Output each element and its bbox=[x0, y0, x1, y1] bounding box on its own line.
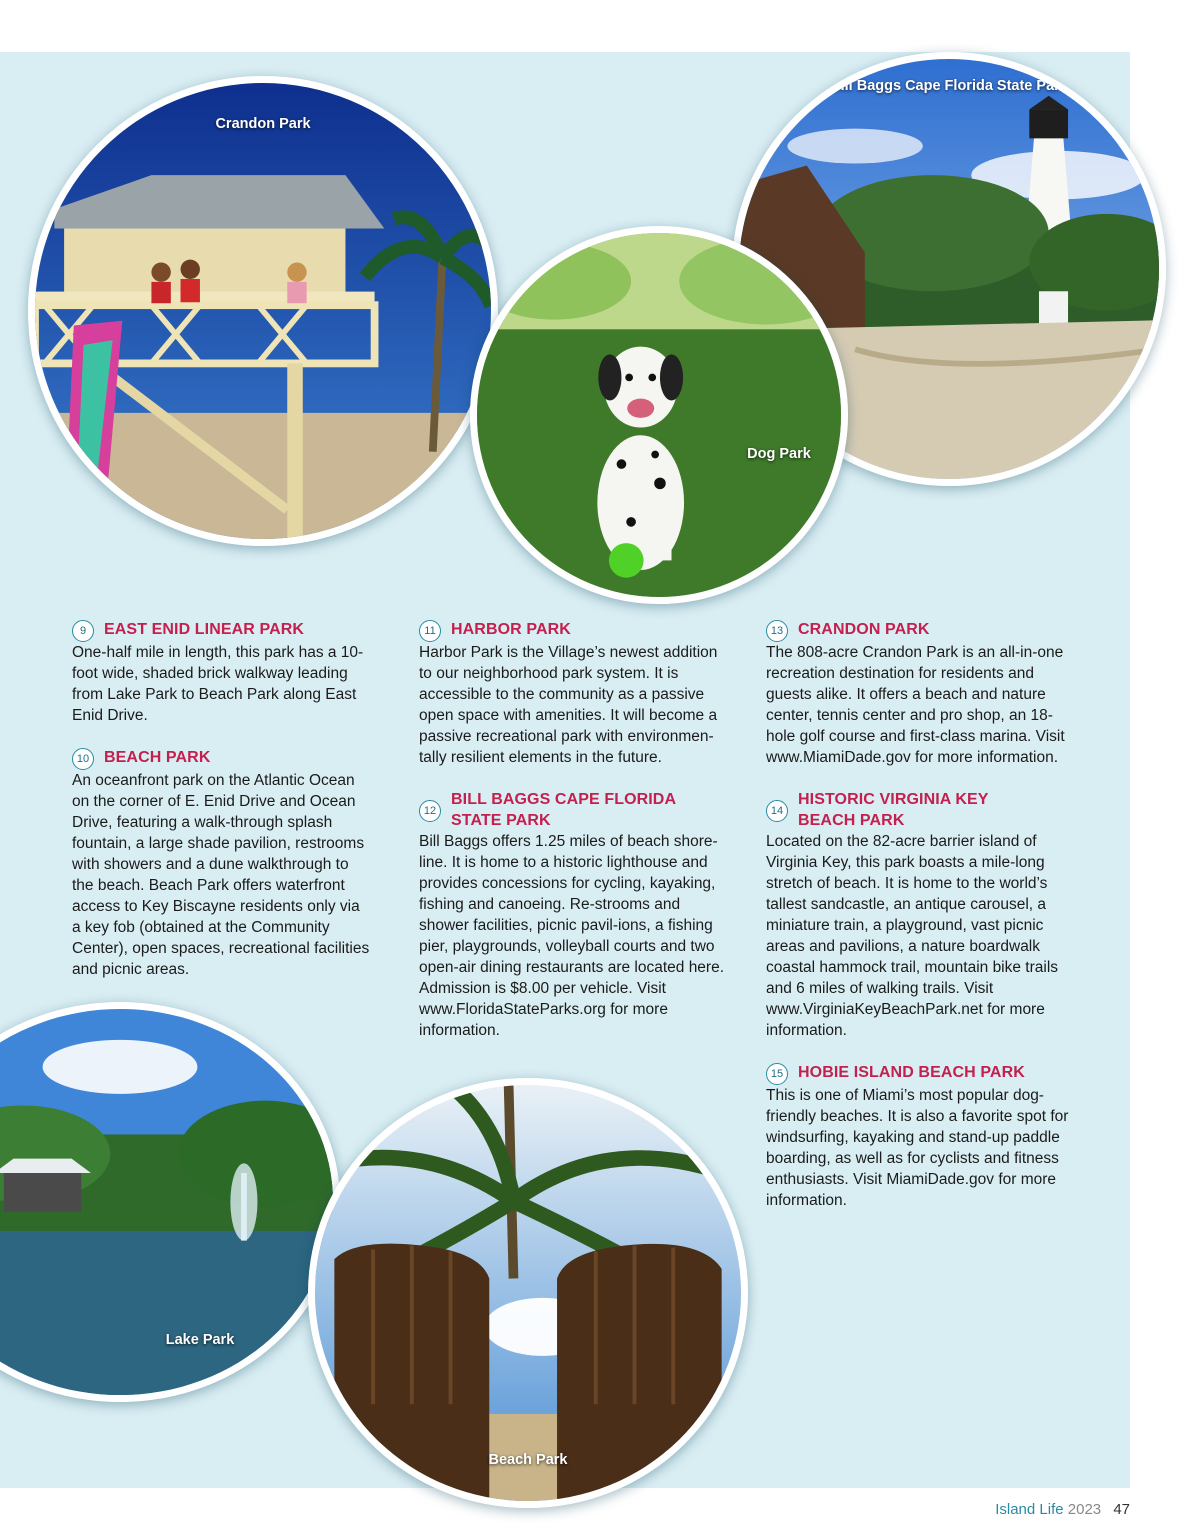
lifeguard-tower-illustration bbox=[35, 83, 491, 539]
park-entry bbox=[766, 1063, 1081, 1211]
photo-crandon-park bbox=[28, 76, 498, 546]
entry-title: BEACH PARK bbox=[104, 749, 211, 766]
entry-heading bbox=[72, 620, 372, 642]
entry-body: Harbor Park is the Village’s newest addition to our neighborhood park system. It is accessible to the community as a passive open space with amenities. It will become a passive recreational park with environmen-tally resilient elements in the future. bbox=[419, 644, 718, 766]
park-entry bbox=[72, 748, 372, 980]
adirondack-chairs-illustration bbox=[315, 1085, 741, 1501]
entry-title: EAST ENID LINEAR PARK bbox=[104, 621, 305, 638]
entry-body: This is one of Miami’s most popular dog-friendly beaches. It is also a favorite spot for windsurfing, kayaking and stand-up paddle boarding, as well as for cyclists and fitness enthusiasts. Visit MiamiDade.gov for more information. bbox=[766, 1087, 1069, 1209]
photo-caption: Lake Park bbox=[165, 1332, 235, 1348]
entry-title: HARBOR PARK bbox=[451, 621, 571, 638]
text-column-1 bbox=[72, 620, 372, 1002]
entry-title: BILL BAGGS CAPE FLORIDA STATE PARK bbox=[451, 791, 676, 829]
entry-number-badge: 11 bbox=[419, 620, 441, 642]
entry-heading bbox=[766, 790, 1081, 831]
entry-number-badge: 9 bbox=[72, 620, 94, 642]
park-entry bbox=[72, 620, 372, 726]
entry-body: The 808-acre Crandon Park is an all-in-one recreation destination for residents and guests alike. It offers a beach and nature center, tennis center and pro shop, an 18-hole golf course and first-class marina. Visit www.MiamiDade.gov for more information. bbox=[766, 644, 1065, 766]
entry-number-badge: 15 bbox=[766, 1063, 788, 1085]
magazine-name-island: Island bbox=[995, 1501, 1036, 1518]
entry-heading bbox=[766, 1063, 1081, 1085]
photo-caption: Bill Baggs Cape Florida State Park bbox=[830, 78, 1068, 94]
entry-number-badge: 14 bbox=[766, 800, 788, 822]
entry-title: HOBIE ISLAND BEACH PARK bbox=[798, 1064, 1025, 1081]
photo-beach-park bbox=[308, 1078, 748, 1508]
entry-body: Bill Baggs offers 1.25 miles of beach shore-line. It is home to a historic lighthouse and provides concessions for cycling, kayaking, fishing and canoeing. Re-strooms and shower facilities, picnic pavil-ions, a fishing pier, playgrounds, volleyball courts and two open-air dining restaurants are located here. Admission is $8.00 per vehicle. Visit www.FloridaStateParks.org for more information. bbox=[419, 833, 725, 1039]
photo-lake-park bbox=[0, 1002, 340, 1402]
park-entry bbox=[419, 620, 729, 768]
photo-dog-park bbox=[470, 226, 848, 604]
entry-title: CRANDON PARK bbox=[798, 621, 930, 638]
entry-body: Located on the 82-acre barrier island of Virginia Key, this park boasts a mile-long stretch of beach. It is home to the world’s tallest sandcastle, an antique carousel, a miniature train, a playground, vast picnic areas and pavilions, a nature boardwalk coastal hammock trail, mountain bike trails and 6 miles of walking trails. Visit www.VirginiaKeyBeachPark.net for more information. bbox=[766, 833, 1059, 1039]
entry-heading bbox=[766, 620, 1081, 642]
page-footer bbox=[995, 1501, 1130, 1518]
park-entry bbox=[419, 790, 729, 1041]
text-column-2 bbox=[419, 620, 729, 1063]
dalmatian-illustration bbox=[477, 233, 841, 597]
text-column-3 bbox=[766, 620, 1081, 1233]
page-number: 47 bbox=[1113, 1501, 1130, 1518]
entry-heading bbox=[419, 790, 729, 831]
entry-body: One-half mile in length, this park has a 10-foot wide, shaded brick walkway leading from Lake Park to Beach Park along East Enid Drive. bbox=[72, 644, 364, 724]
entry-title: HISTORIC VIRGINIA KEY BEACH PARK bbox=[798, 791, 989, 829]
magazine-year: 2023 bbox=[1067, 1501, 1102, 1518]
photo-caption: Dog Park bbox=[747, 446, 811, 462]
entry-number-badge: 10 bbox=[72, 748, 94, 770]
entry-number-badge: 12 bbox=[419, 800, 441, 822]
park-entry bbox=[766, 790, 1081, 1041]
magazine-name-life: Life bbox=[1039, 1501, 1064, 1518]
photo-caption: Beach Park bbox=[488, 1452, 568, 1468]
photo-caption: Crandon Park bbox=[215, 116, 311, 132]
entry-body: An oceanfront park on the Atlantic Ocean on the corner of E. Enid Drive and Ocean Drive, featuring a walk-through splash fountain, a large shade pavilion, restrooms with showers and a dune walkthrough to the beach. Beach Park offers waterfront access to Key Biscayne residents only via a key fob (obtained at the Community Center), open spaces, recreational facilities and picnic areas. bbox=[72, 772, 370, 978]
park-entry bbox=[766, 620, 1081, 768]
entry-heading bbox=[72, 748, 372, 770]
entry-number-badge: 13 bbox=[766, 620, 788, 642]
entry-heading bbox=[419, 620, 729, 642]
